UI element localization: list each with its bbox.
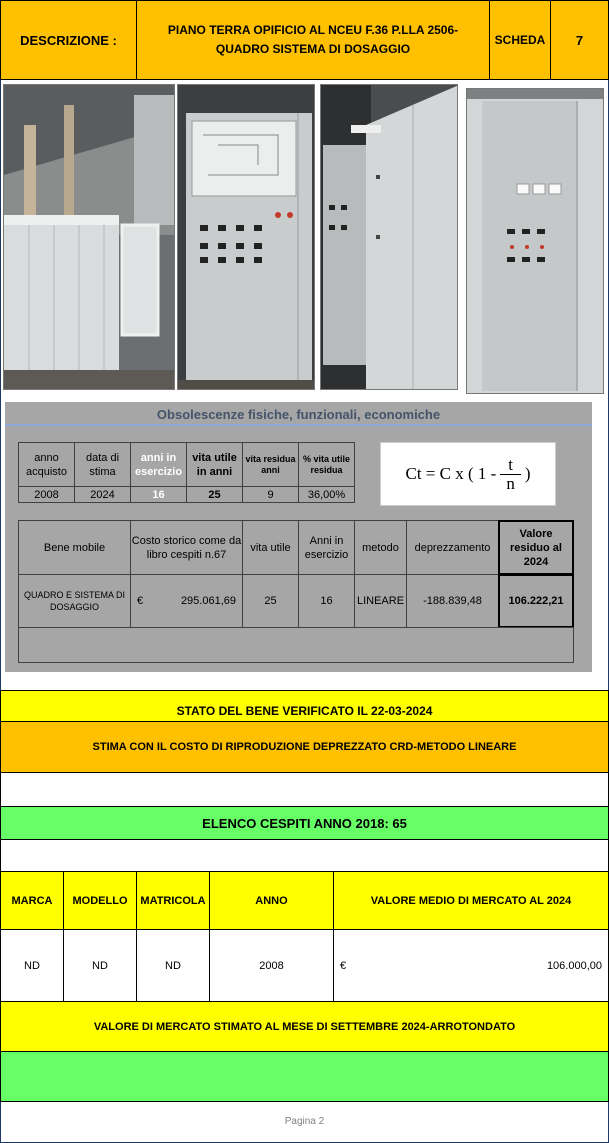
- formula-fraction: [500, 456, 521, 493]
- description-title: [136, 0, 490, 80]
- header-modello: MODELLO: [63, 871, 137, 930]
- row-anni: 16: [298, 574, 355, 628]
- value-anno-acquisto: 2008: [18, 486, 75, 503]
- cabinet-front-image: [178, 85, 315, 390]
- cabinet-row-image: [321, 85, 458, 390]
- title-line-2: QUADRO SISTEMA DI DOSAGGIO: [215, 42, 411, 56]
- header-perc-vita: % vita utile residua: [298, 442, 355, 487]
- row-valore-currency: €: [340, 959, 347, 972]
- photo-control-cabinet-front: [177, 84, 315, 390]
- blank-row-2: [0, 839, 609, 872]
- row-matricola: ND: [136, 929, 210, 1002]
- value-data-stima: 2024: [74, 486, 131, 503]
- scheda-label: SCHEDA: [489, 0, 551, 80]
- blank-row-1: [0, 772, 609, 807]
- header-vita-utile-2: vita utile: [242, 520, 299, 575]
- photo-hall-with-cabinets: [3, 84, 175, 390]
- photo-cabinet-row-side: [320, 84, 458, 390]
- page-footer: Pagina 2: [284, 1115, 325, 1127]
- green-result-bar: [0, 1051, 609, 1102]
- title-line-1: PIANO TERRA OPIFICIO AL NCEU F.36 P.LLA 2506-: [167, 23, 459, 37]
- row-valore-amount: 106.000,00: [546, 959, 602, 972]
- row-metodo: LINEARE: [354, 574, 407, 628]
- row-anno: 2008: [209, 929, 334, 1002]
- valore-stimato-bar: VALORE DI MERCATO STIMATO AL MESE DI SETTEMBRE 2024-ARROTONDATO: [0, 1001, 609, 1052]
- description-label: DESCRIZIONE :: [0, 0, 137, 80]
- cabinet-angle-image: [467, 89, 604, 394]
- row-vita-utile: 25: [242, 574, 299, 628]
- hall-image: [4, 85, 175, 390]
- header-anno: ANNO: [209, 871, 334, 930]
- stima-bar: STIMA CON IL COSTO DI RIPRODUZIONE DEPREZZATO CRD-METODO LINEARE: [0, 721, 609, 773]
- value-vita-residua: 9: [242, 486, 299, 503]
- header-anni-esercizio-2: Anni in esercizio: [298, 520, 355, 575]
- header-costo-storico: Costo storico come da libro cespiti n.67: [130, 520, 243, 575]
- row-costo-currency: €: [137, 595, 144, 607]
- formula-right: ): [524, 464, 531, 483]
- header-deprezzamento: deprezzamento: [406, 520, 499, 575]
- scheda-number: 7: [550, 0, 609, 80]
- stato-bar: STATO DEL BENE VERIFICATO IL 22-03-2024: [0, 690, 609, 722]
- header-matricola: MATRICOLA: [136, 871, 210, 930]
- elenco-bar: ELENCO CESPITI ANNO 2018: 65: [0, 806, 609, 840]
- header-valore-medio: VALORE MEDIO DI MERCATO AL 2024: [333, 871, 609, 930]
- header-anni-esercizio: anni in esercizio: [130, 442, 187, 487]
- header-anno-acquisto: anno acquisto: [18, 442, 75, 487]
- formula-numerator: t: [508, 454, 513, 474]
- row-marca: ND: [0, 929, 64, 1002]
- header-bene-mobile: Bene mobile: [18, 520, 131, 575]
- row-valore-residuo: 106.222,21: [498, 574, 574, 628]
- value-anni-esercizio: 16: [130, 486, 187, 503]
- formula-denominator: n: [500, 474, 521, 493]
- value-vita-utile: 25: [186, 486, 243, 503]
- row-valore-medio: [333, 929, 609, 1002]
- row-costo: [130, 574, 243, 628]
- row-costo-value: 295.061,69: [180, 595, 236, 607]
- obsolescence-title: Obsolescenze fisiche, funzionali, economiche: [5, 404, 592, 426]
- row-bene: QUADRO E SISTEMA DI DOSAGGIO: [18, 574, 131, 628]
- row-modello: ND: [63, 929, 137, 1002]
- header-vita-residua: vita residua anni: [242, 442, 299, 487]
- header-vita-utile: vita utile in anni: [186, 442, 243, 487]
- depreciation-formula: [380, 442, 556, 506]
- value-perc-vita: 36,00%: [298, 486, 355, 503]
- row-deprezzamento: -188.839,48: [406, 574, 499, 628]
- header-data-stima: data di stima: [74, 442, 131, 487]
- header-valore-residuo: Valore residuo al 2024: [498, 520, 574, 575]
- empty-row: [18, 627, 574, 663]
- header-marca: MARCA: [0, 871, 64, 930]
- formula-left: Ct = C x ( 1 -: [405, 464, 497, 483]
- header-metodo: metodo: [354, 520, 407, 575]
- photo-control-cabinet-angle: [466, 88, 604, 394]
